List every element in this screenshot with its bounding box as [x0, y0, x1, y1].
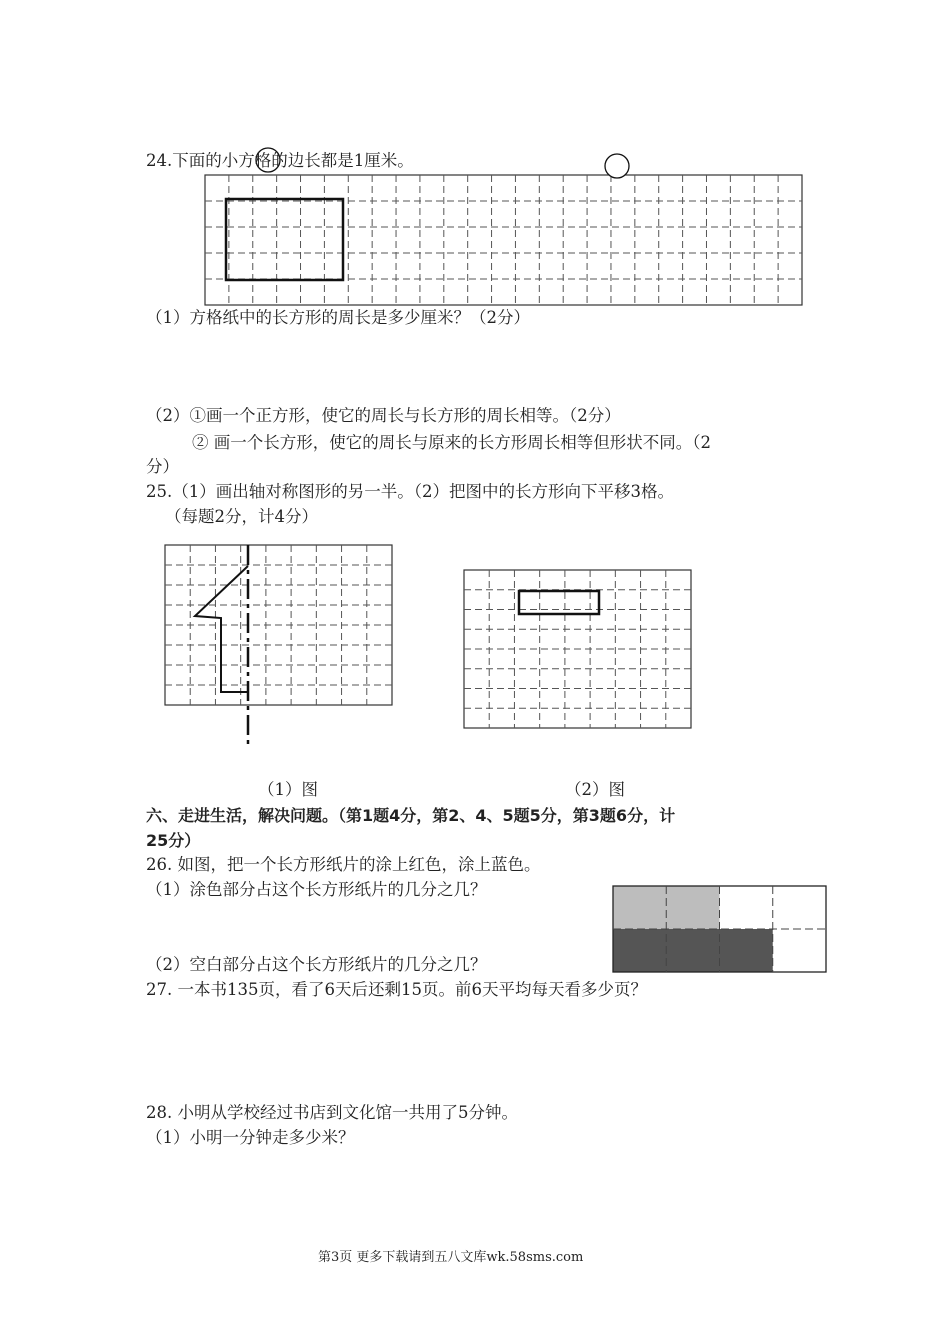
- q24-title: 24.下面的小方格的边长都是1厘米。: [146, 151, 414, 170]
- q24-part2-b: ② 画一个长方形，使它的周长与原来的长方形周长相等但形状不同。（2: [192, 433, 711, 452]
- q24-part1: （1）方格纸中的长方形的周长是多少厘米？（2分）: [146, 308, 530, 327]
- q28-title: 28. 小明从学校经过书店到文化馆一共用了5分钟。: [146, 1103, 518, 1122]
- q25-fig2-label: （2）图: [565, 780, 625, 799]
- q24-square-grid: [205, 175, 802, 305]
- q27-title: 27. 一本书135页，看了6天后还剩15页。前6天平均每天看多少页？: [146, 980, 647, 999]
- q25-small-rectangle: [519, 591, 599, 614]
- section6-title-line2: 25分）: [146, 831, 201, 850]
- q25-score: （每题2分，计4分）: [165, 507, 318, 526]
- q26-title: 26. 如图，把一个长方形纸片的涂上红色，涂上蓝色。: [146, 855, 541, 874]
- grid-border: [205, 175, 802, 305]
- q25-title: 25.（1）画出轴对称图形的另一半。（2）把图中的长方形向下平移3格。: [146, 482, 674, 501]
- q26-shade-dark: [613, 929, 773, 972]
- q25-fig1-grid: [165, 545, 392, 705]
- q25-fig2-grid: [464, 570, 691, 728]
- q24-part2-a: （2）①画一个正方形，使它的周长与长方形的周长相等。（2分）: [146, 406, 621, 425]
- section6-title-line1: 六、走进生活，解决问题。（第1题4分，第2、4、5题5分，第3题6分，计: [146, 806, 676, 825]
- q24-rectangle: [226, 199, 343, 280]
- q26-part1: （1）涂色部分占这个长方形纸片的几分之几？: [146, 880, 487, 899]
- q26-paper-rectangle: [613, 886, 826, 972]
- q28-part1: （1）小明一分钟走多少米？: [146, 1128, 355, 1147]
- q24-circle-mark-right: [605, 154, 629, 178]
- q25-fig1-label: （1）图: [258, 780, 318, 799]
- page-footer: 第3页 更多下载请到五八文库wk.58sms.com: [318, 1250, 584, 1265]
- q24-part2-c: 分）: [146, 457, 179, 476]
- q26-part2: （2）空白部分占这个长方形纸片的几分之几？: [146, 955, 487, 974]
